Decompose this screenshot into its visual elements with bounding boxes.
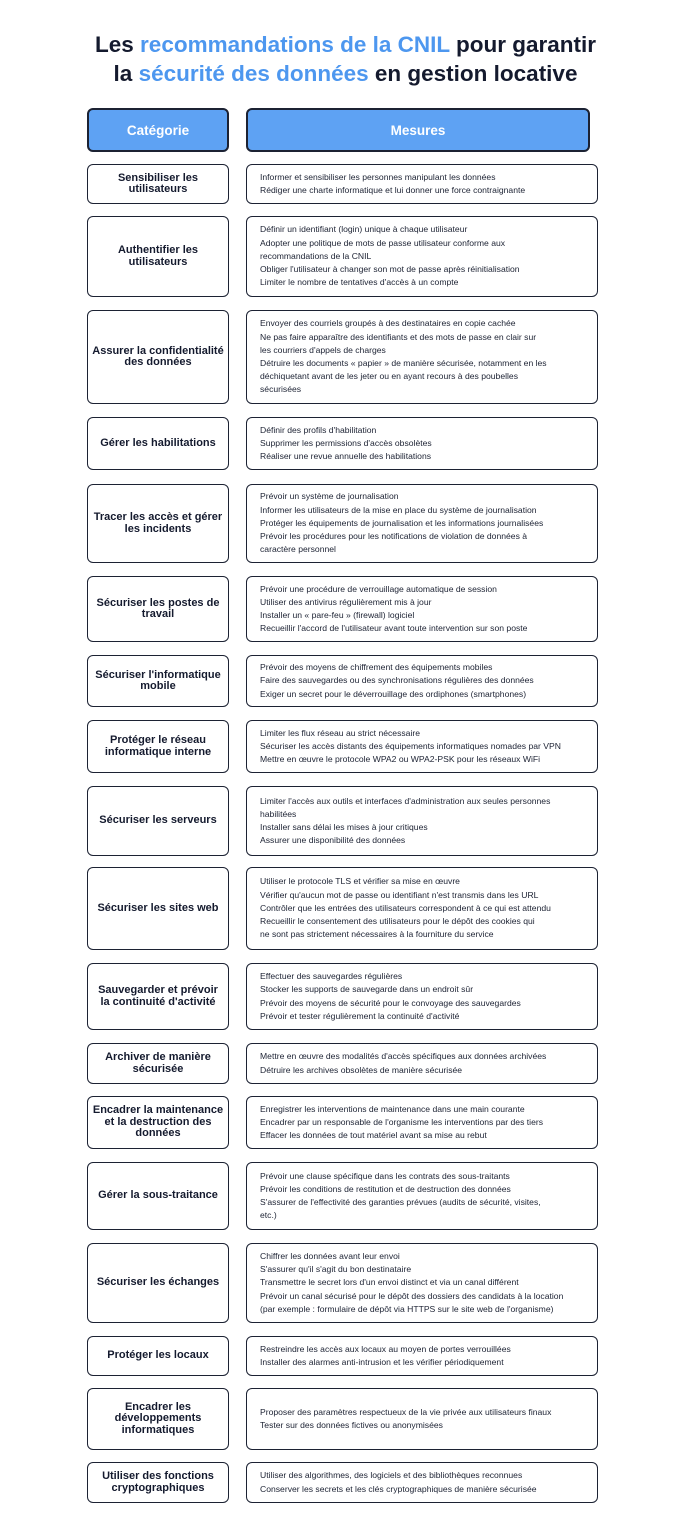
title-line-2: la sécurité des données en gestion locative [113, 61, 578, 86]
category-cell: Assurer la confidentialité des données [87, 310, 229, 404]
measure-line: Exiger un secret pour le déverrouillage des ordiphones (smartphones) [260, 688, 527, 699]
measure-line: Faire des sauvegardes ou des synchronisations régulières des données [260, 675, 534, 686]
title-highlight-2: sécurité des données [138, 61, 369, 86]
measure-line: Informer les utilisateurs de la mise en place du système de journalisation [260, 504, 537, 515]
measures-cell [246, 216, 598, 297]
measure-line: S'assurer qu'il s'agit du bon destinataire [260, 1264, 412, 1275]
measure-line: Supprimer les permissions d'accès obsolètes [260, 437, 432, 448]
category-cell: Sécuriser les postes de travail [87, 576, 229, 642]
measure-line: S'assurer de l'effectivité des garanties prévues (audits de sécurité, visites, [260, 1197, 541, 1207]
category-cell: Sauvegarder et prévoir la continuité d'activité [87, 963, 229, 1030]
category-cell: Utiliser des fonctions cryptographiques [87, 1462, 229, 1503]
measure-line: Protéger les équipements de journalisation et les informations journalisées [260, 517, 544, 528]
measure-line: (par exemple : formulaire de dépôt via HTTPS sur le site web de l'organisme) [260, 1303, 554, 1314]
measure-line: Détruire les documents « papier » de manière sécurisée, notamment en les [260, 358, 547, 368]
category-cell: Encadrer les développements informatiques [87, 1388, 229, 1450]
measure-line: sécurisées [260, 384, 302, 395]
measures-cell [246, 164, 598, 204]
measure-line: Prévoir un système de journalisation [260, 491, 399, 502]
measure-line: Sécuriser les accès distants des équipements informatiques nomades par VPN [260, 740, 561, 751]
category-cell: Encadrer la maintenance et la destruction des données [87, 1096, 229, 1149]
category-cell: Protéger le réseau informatique interne [87, 720, 229, 773]
measures-cell [246, 1462, 598, 1503]
measure-line: Prévoir une clause spécifique dans les contrats des sous-traitants [260, 1170, 510, 1181]
category-cell: Sécuriser les échanges [87, 1243, 229, 1323]
measure-line: Chiffrer les données avant leur envoi [260, 1250, 400, 1261]
measure-line: Utiliser le protocole TLS et vérifier sa mise en œuvre [260, 876, 460, 887]
measure-line: Utiliser des antivirus régulièrement mis à jour [260, 596, 432, 607]
measures-cell [246, 310, 598, 404]
measures-cell [246, 867, 598, 950]
measure-line: Installer sans délai les mises à jour critiques [260, 822, 428, 832]
measure-line: Réaliser une revue annuelle des habilitations [260, 451, 432, 462]
measure-line: Installer un « pare-feu » (firewall) logiciel [260, 610, 415, 620]
measure-line: Installer des alarmes anti-intrusion et les vérifier périodiquement [260, 1357, 504, 1367]
category-cell: Sensibiliser les utilisateurs [87, 164, 229, 204]
measures-cell [246, 576, 598, 642]
measure-line: Définir un identifiant (login) unique à chaque utilisateur [260, 224, 468, 235]
category-cell: Gérer la sous-traitance [87, 1162, 229, 1230]
measures-cell [246, 1096, 598, 1149]
measure-line: Enregistrer les interventions de maintenance dans une main courante [260, 1103, 525, 1114]
measure-line: Recueillir le consentement des utilisateurs pour le dépôt des cookies qui [260, 916, 535, 927]
measures-cell [246, 417, 598, 470]
measure-line: Prévoir un canal sécurisé pour le dépôt des dossiers des candidats à la location [260, 1290, 564, 1301]
measures-cell [246, 1043, 598, 1084]
measure-line: Utiliser des algorithmes, des logiciels et des bibliothèques reconnues [260, 1470, 523, 1481]
measure-line: recommandations de la CNIL [260, 250, 372, 261]
category-cell: Sécuriser les serveurs [87, 786, 229, 856]
measure-line: Prévoir et tester régulièrement la continuité d'activité [260, 1010, 460, 1021]
measure-line: Limiter le nombre de tentatives d'accès à un compte [260, 277, 459, 288]
measure-line: Ne pas faire apparaître des identifiants et des mots de passe en clair sur [260, 331, 537, 342]
measures-cell [246, 1388, 598, 1450]
measures-cell [246, 655, 598, 707]
title-highlight-1: recommandations de la CNIL [140, 32, 450, 57]
measures-cell [246, 720, 598, 773]
measure-line: ne sont pas strictement nécessaires à la fourniture du service [260, 929, 494, 940]
measure-line: Restreindre les accès aux locaux au moyen de portes verrouillées [260, 1343, 511, 1354]
measures-cell [246, 786, 598, 856]
measure-line: Envoyer des courriels groupés à des destinataires en copie cachée [260, 318, 516, 329]
measure-line: Prévoir les procédures pour les notifications de violation de données à [260, 531, 528, 542]
measure-line: Rédiger une charte informatique et lui donner une force contraignante [260, 185, 526, 195]
header-category: Catégorie [87, 108, 229, 152]
category-cell: Protéger les locaux [87, 1336, 229, 1376]
measures-cell [246, 1243, 598, 1323]
measure-line: Tester sur des données fictives ou anonymisées [260, 1420, 443, 1430]
measure-line: Adopter une politique de mots de passe utilisateur conforme aux [260, 237, 506, 248]
measure-line: Informer et sensibiliser les personnes manipulant les données [260, 171, 496, 182]
measures-cell [246, 1162, 598, 1230]
category-cell: Archiver de manière sécurisée [87, 1043, 229, 1084]
measure-line: Transmettre le secret lors d'un envoi distinct et via un canal différent [260, 1277, 519, 1288]
measure-line: caractère personnel [260, 544, 336, 555]
category-cell: Sécuriser l'informatique mobile [87, 655, 229, 707]
category-cell: Authentifier les utilisateurs [87, 216, 229, 297]
page-title [0, 30, 691, 88]
title-line-1: Les recommandations de la CNIL pour garantir [95, 32, 596, 57]
measure-line: Limiter l'accès aux outils et interfaces d'administration aux seules personnes [260, 795, 551, 806]
measure-line: Détruire les archives obsolètes de manière sécurisée [260, 1064, 463, 1075]
measure-line: Effacer les données de tout matériel avant sa mise au rebut [260, 1130, 487, 1141]
measures-cell [246, 963, 598, 1030]
measure-line: Assurer une disponibilité des données [260, 835, 406, 846]
measure-line: Mettre en œuvre des modalités d'accès spécifiques aux données archivées [260, 1051, 547, 1062]
measure-line: Proposer des paramètres respectueux de la vie privée aux utilisateurs finaux [260, 1406, 552, 1417]
measure-line: etc.) [260, 1210, 277, 1221]
measure-line: Prévoir des moyens de chiffrement des équipements mobiles [260, 662, 493, 673]
measure-line: Vérifier qu'aucun mot de passe ou identifiant n'est transmis dans les URL [260, 889, 539, 900]
measure-line: Stocker les supports de sauvegarde dans un endroit sûr [260, 984, 474, 995]
measure-line: Prévoir les conditions de restitution et de destruction des données [260, 1183, 511, 1194]
measure-line: Mettre en œuvre le protocole WPA2 ou WPA2-PSK pour les réseaux WiFi [260, 754, 541, 765]
measure-line: Prévoir des moyens de sécurité pour le convoyage des sauvegardes [260, 997, 521, 1008]
category-cell: Tracer les accès et gérer les incidents [87, 484, 229, 563]
measure-line: Effectuer des sauvegardes régulières [260, 971, 403, 982]
measure-line: Contrôler que les entrées des utilisateurs correspondent à ce qui est attendu [260, 902, 551, 913]
measure-line: Prévoir une procédure de verrouillage automatique de session [260, 583, 497, 594]
category-cell: Sécuriser les sites web [87, 867, 229, 950]
measure-line: Définir des profils d'habilitation [260, 424, 377, 435]
measure-line: Recueillir l'accord de l'utilisateur avant toute intervention sur son poste [260, 623, 528, 634]
measure-line: les courriers d'appels de charges [260, 344, 386, 355]
header-measures: Mesures [246, 108, 590, 152]
measures-cell [246, 484, 598, 563]
measures-cell [246, 1336, 598, 1376]
measure-line: déchiquetant avant de les jeter ou en ayant recours à des poubelles [260, 371, 518, 382]
measure-line: Conserver les secrets et les clés cryptographiques de manière sécurisée [260, 1483, 537, 1494]
measure-line: habilitées [260, 808, 297, 819]
category-cell: Gérer les habilitations [87, 417, 229, 470]
measure-line: Encadrer par un responsable de l'organisme les interventions par des tiers [260, 1116, 544, 1127]
measure-line: Obliger l'utilisateur à changer son mot de passe après réinitialisation [260, 264, 520, 275]
measure-line: Limiter les flux réseau au strict nécessaire [260, 727, 421, 738]
